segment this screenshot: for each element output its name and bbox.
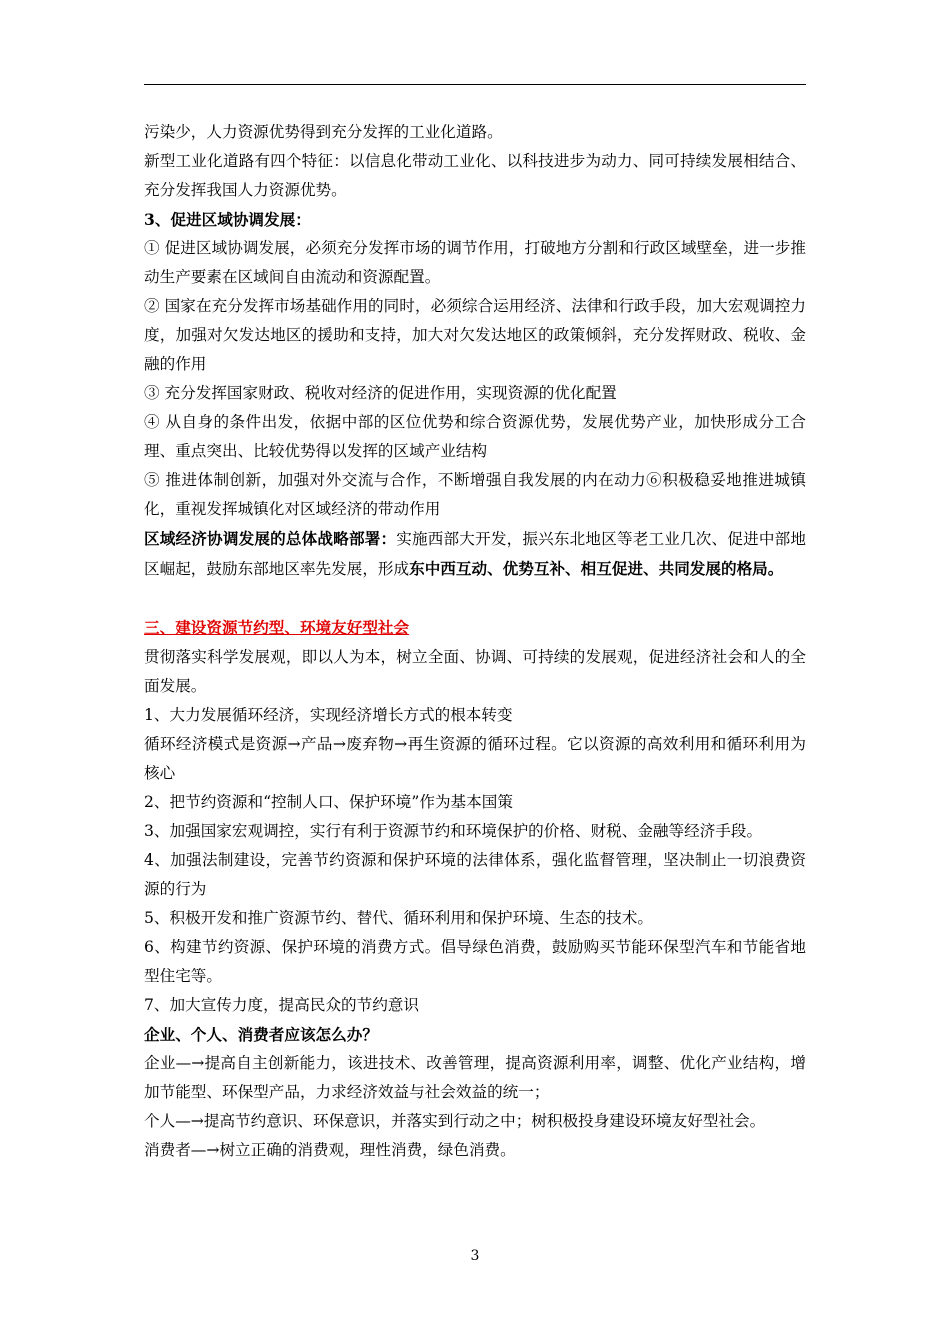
intro-line-1: 污染少，人力资源优势得到充分发挥的工业化道路。 <box>144 123 503 141</box>
part3-question: 企业、个人、消费者应该怎么办？ <box>144 1025 378 1044</box>
strategy-text: 实施西部大开发，振兴东北地区等老工业几次、促进中部地区崛起，鼓励东部地区率先发展，形成 <box>144 530 806 578</box>
part3-item-6: 5、积极开发和推广资源节约、替代、循环利用和保护环境、生态的技术。 <box>144 909 653 927</box>
part3-item-8: 7、加大宣传力度，提高民众的节约意识 <box>144 996 420 1014</box>
part3-item-1: 1、大力发展循环经济，实现经济增长方式的根本转变 <box>144 706 513 724</box>
part3-item-5: 4、加强法制建设，完善节约资源和保护环境的法律体系，强化监督管理，坚决制止一切浪费资源的行为 <box>144 851 806 898</box>
section3-item-5: ⑤ 推进体制创新，加强对外交流与合作，不断增强自我发展的内在动力⑥积极稳妥地推进城镇化，重视发挥城镇化对区域经济的带动作用 <box>144 471 806 518</box>
section3-item-1: ① 促进区域协调发展，必须充分发挥市场的调节作用，打破地方分割和行政区域壁垒，进一步推动生产要素在区域间自由流动和资源配置。 <box>144 239 806 286</box>
part3-item-2: 循环经济模式是资源→产品→废弃物→再生资源的循环过程。它以资源的高效利用和循环利用为核心 <box>144 735 806 782</box>
answer-consumer: 消费者—→树立正确的消费观，理性消费，绿色消费。 <box>144 1141 516 1159</box>
section3-item-3: ③ 充分发挥国家财政、税收对经济的促进作用，实现资源的优化配置 <box>144 384 617 402</box>
strategy-label: 区域经济协调发展的总体战略部署： <box>144 529 397 548</box>
header-rule <box>144 84 806 85</box>
answer-enterprise: 企业—→提高自主创新能力，该进技术、改善管理，提高资源利用率，调整、优化产业结构，增加节能型、环保型产品，力求经济效益与社会效益的统一； <box>144 1054 806 1101</box>
section-gap <box>144 584 806 613</box>
intro-line-2: 新型工业化道路有四个特征：以信息化带动工业化、以科技进步为动力、同可持续发展相结合、充分发挥我国人力资源优势。 <box>144 152 806 199</box>
part3-heading-line <box>144 613 806 643</box>
section3-item-4: ④ 从自身的条件出发，依据中部的区位优势和综合资源优势，发展优势产业，加快形成分工合理、重点突出、比较优势得以发挥的区域产业结构 <box>144 413 806 460</box>
part3-intro: 贯彻落实科学发展观，即以人为本，树立全面、协调、可持续的发展观，促进经济社会和人的全面发展。 <box>144 648 806 695</box>
section3-heading: 3、促进区域协调发展： <box>144 210 311 229</box>
page-number: 3 <box>470 1248 480 1264</box>
part3-item-7: 6、构建节约资源、保护环境的消费方式。倡导绿色消费，鼓励购买节能环保型汽车和节能省地型住宅等。 <box>144 938 806 985</box>
part3-heading: 三、建设资源节约型、环境友好型社会 <box>144 618 410 637</box>
part3-item-3: 2、把节约资源和“控制人口、保护环境”作为基本国策 <box>144 793 513 811</box>
answer-individual: 个人—→提高节约意识、环保意识，并落实到行动之中；树积极投身建设环境友好型社会。 <box>144 1112 766 1130</box>
page-body <box>144 118 806 1165</box>
strategy-bold: 东中西互动、优势互补、相互促进、共同发展的格局。 <box>409 559 784 578</box>
strategy-paragraph <box>144 524 806 584</box>
section3-item-2: ② 国家在充分发挥市场基础作用的同时，必须综合运用经济、法律和行政手段，加大宏观调控力度，加强对欠发达地区的援助和支持，加大对欠发达地区的政策倾斜，充分发挥财政、税收、金融的作用 <box>144 297 806 373</box>
part3-item-4: 3、加强国家宏观调控，实行有利于资源节约和环境保护的价格、财税、金融等经济手段。 <box>144 822 763 840</box>
